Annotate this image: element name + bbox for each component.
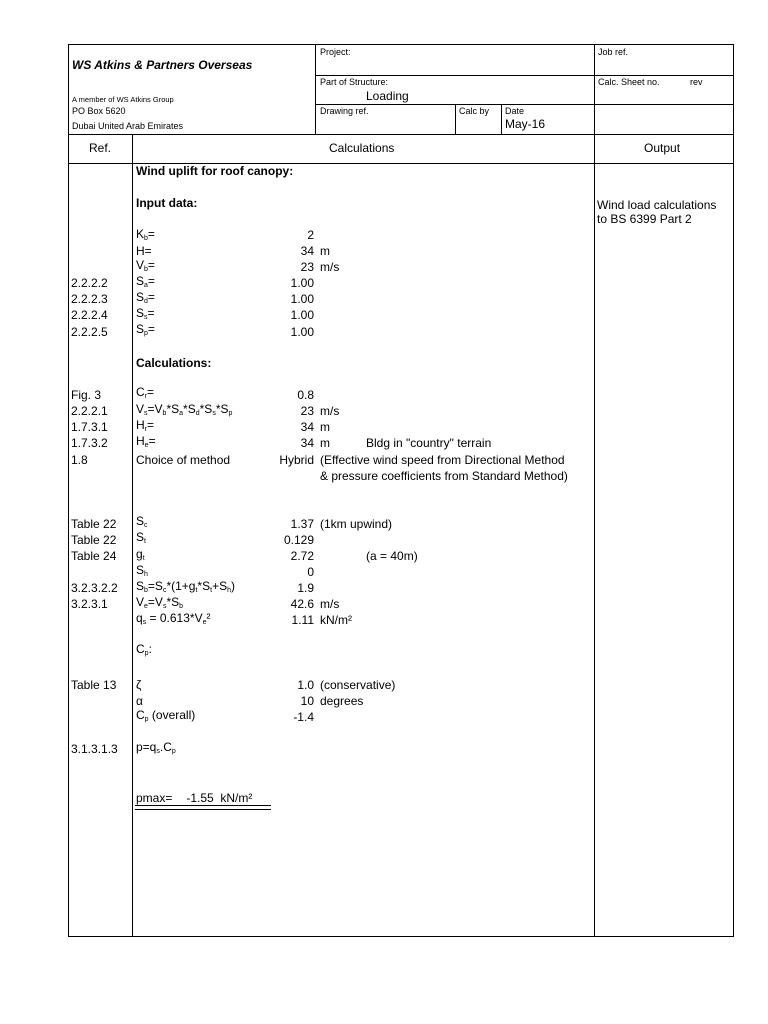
input-symbol: H= xyxy=(136,244,152,258)
output-note: to BS 6399 Part 2 xyxy=(597,212,692,226)
pmax-result: pmax= -1.55 kN/m² xyxy=(136,791,253,805)
ref-cell: 3.1.3.1.3 xyxy=(71,742,118,756)
ref-cell: Fig. 3 xyxy=(71,388,102,402)
calc-value: 0.8 xyxy=(297,388,314,402)
input-unit: m/s xyxy=(320,260,340,274)
input-symbol: $V_b=$ xyxy=(136,258,155,273)
calc-value: 34 xyxy=(300,436,314,450)
calc-value: 1.37 xyxy=(290,517,314,531)
calc-value: 34 xyxy=(300,420,314,434)
calc-unit: kN/m² xyxy=(320,613,352,627)
calc-value: 10 xyxy=(300,694,314,708)
input-symbol: $S_d=$ xyxy=(136,290,155,305)
company-name: WS Atkins & Partners Overseas xyxy=(72,58,253,72)
input-data-heading: Input data: xyxy=(136,196,198,210)
drawing-ref-label: Drawing ref. xyxy=(320,106,369,116)
calc-symbol: $H_e=$ xyxy=(136,434,156,449)
input-value: 23 xyxy=(300,260,314,274)
input-value: 1.00 xyxy=(290,308,314,322)
rev-label: rev xyxy=(690,77,703,87)
calc-symbol: $S_h$ xyxy=(136,563,148,578)
project-label: Project: xyxy=(320,47,351,57)
calc-symbol: $C_r=$ xyxy=(136,385,155,400)
input-symbol: $S_s=$ xyxy=(136,306,155,321)
calc-note: & pressure coefficients from Standard Method) xyxy=(320,469,568,483)
calc-symbol: $V_s=V_b*S_a*S_d*S_s*S_p$ xyxy=(136,402,233,417)
calc-value: -1.4 xyxy=(293,710,314,724)
calc-symbol: $C_p$: xyxy=(136,642,152,657)
output-column-header: Output xyxy=(644,141,681,155)
calc-symbol: $S_t$ xyxy=(136,530,146,545)
section-title: Wind uplift for roof canopy: xyxy=(136,164,294,178)
member-line: A member of WS Atkins Group xyxy=(72,95,174,104)
calculations-heading: Calculations: xyxy=(136,356,212,370)
calc-note: (Effective wind speed from Directional Method xyxy=(320,453,565,467)
input-symbol: $K_b=$ xyxy=(136,227,155,242)
calc-value: 0 xyxy=(307,565,314,579)
ref-cell: Table 13 xyxy=(71,678,117,692)
ref-cell: Table 22 xyxy=(71,517,117,531)
input-value: 34 xyxy=(300,244,314,258)
part-of-structure-label: Part of Structure: xyxy=(320,77,389,87)
calc-unit: m/s xyxy=(320,404,340,418)
ref-cell: 2.2.2.5 xyxy=(71,325,108,339)
calc-symbol: $C_p$ (overall) xyxy=(136,708,196,723)
ref-cell: 2.2.2.1 xyxy=(71,404,108,418)
date-value: May-16 xyxy=(505,117,546,131)
input-value: 1.00 xyxy=(290,292,314,306)
date-label: Date xyxy=(505,106,525,116)
calc-unit: m/s xyxy=(320,597,340,611)
calc-value: 1.0 xyxy=(297,678,314,692)
ref-cell: 2.2.2.4 xyxy=(71,308,108,322)
calc-value: 2.72 xyxy=(290,549,314,563)
job-ref-label: Job ref. xyxy=(598,47,629,57)
header-bottom xyxy=(68,134,734,135)
input-value: 2 xyxy=(307,228,314,242)
output-note: Wind load calculations xyxy=(597,198,717,212)
ref-cell: 1.8 xyxy=(71,453,88,467)
ref-column-header: Ref. xyxy=(89,141,112,155)
calc-symbol: $q_s = 0.613*V_e^2$ xyxy=(136,611,211,626)
ref-cell: 1.7.3.2 xyxy=(71,436,108,450)
header-divider xyxy=(315,44,316,134)
ref-cell: 2.2.2.2 xyxy=(71,276,108,290)
calc-note: Bldg in "country" terrain xyxy=(366,436,492,450)
ref-cell: 2.2.2.3 xyxy=(71,292,108,306)
calc-note: (a = 40m) xyxy=(366,549,418,563)
part-of-structure-value: Loading xyxy=(366,89,409,103)
calc-value: 1.9 xyxy=(297,581,314,595)
calculations-column-header: Calculations xyxy=(329,141,395,155)
pmax-double-underline xyxy=(135,805,271,810)
address-line: Dubai United Arab Emirates xyxy=(72,121,184,131)
calc-symbol: $g_t$ xyxy=(136,547,145,562)
calc-label: Choice of method xyxy=(136,453,231,467)
input-value: 1.00 xyxy=(290,276,314,290)
input-value: 1.00 xyxy=(290,325,314,339)
ref-cell: Table 22 xyxy=(71,533,117,547)
input-symbol: $S_a=$ xyxy=(136,274,155,289)
calc-note: degrees xyxy=(320,694,364,708)
calc-unit: m xyxy=(320,436,330,450)
input-symbol: $S_p=$ xyxy=(136,322,155,337)
header-divider xyxy=(594,44,595,937)
calc-symbol: $p=q_s.C_p$ xyxy=(136,740,176,755)
calc-symbol: $S_c$ xyxy=(136,514,148,529)
calc-value: 1.11 xyxy=(291,613,314,627)
calc-symbol: ζ xyxy=(136,678,142,692)
header-divider xyxy=(455,104,456,134)
calc-note: (1km upwind) xyxy=(320,517,393,531)
ref-cell: 1.7.3.1 xyxy=(71,420,108,434)
ref-cell: 3.2.3.1 xyxy=(71,597,108,611)
address-line: PO Box 5620 xyxy=(72,106,126,116)
header-divider xyxy=(315,104,734,105)
ref-column-divider xyxy=(132,134,133,937)
calc-value: 0.129 xyxy=(283,533,314,547)
calc-by-label: Calc by xyxy=(459,106,490,116)
calc-unit: m xyxy=(320,420,330,434)
ref-cell: Table 24 xyxy=(71,549,117,563)
calc-symbol: $S_b=S_c*(1+g_t*S_t+S_h)$ xyxy=(136,579,235,594)
calc-value: 42.6 xyxy=(290,597,314,611)
ref-cell: 3.2.3.2.2 xyxy=(71,581,118,595)
calc-symbol: $V_e=V_s*S_b$ xyxy=(136,595,184,610)
header-divider xyxy=(315,75,734,76)
calc-value: Hybrid xyxy=(279,453,314,467)
calc-sheet-label: Calc. Sheet no. xyxy=(598,77,660,87)
calc-symbol: $H_r=$ xyxy=(136,418,155,433)
header-divider xyxy=(501,104,502,134)
calc-note: (conservative) xyxy=(320,678,396,692)
calc-value: 23 xyxy=(300,404,314,418)
calc-symbol: α xyxy=(136,694,143,708)
input-unit: m xyxy=(320,244,330,258)
